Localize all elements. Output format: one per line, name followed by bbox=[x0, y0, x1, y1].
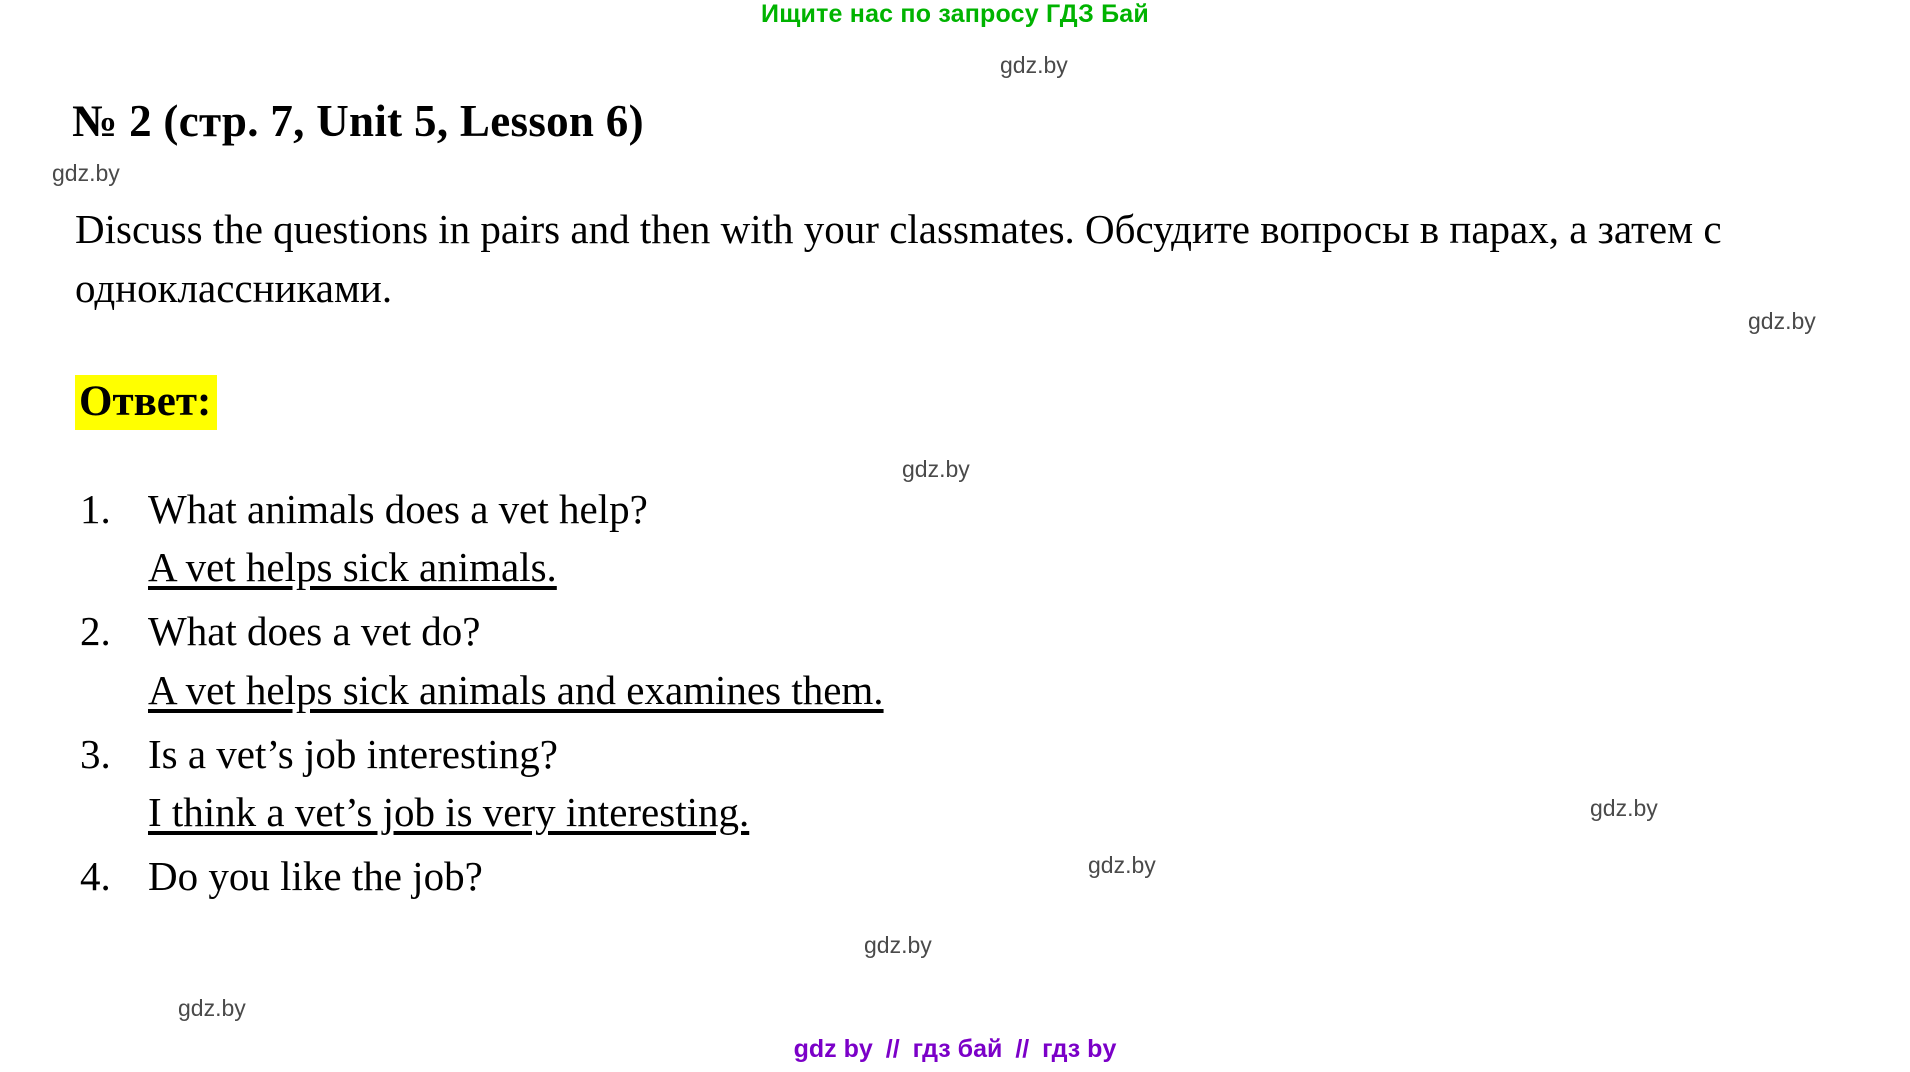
qa-answer-line bbox=[80, 538, 1480, 596]
qa-question-line bbox=[80, 480, 1480, 538]
footer-item-1: gdz by bbox=[793, 1035, 873, 1063]
list-item bbox=[80, 480, 1480, 596]
qa-list bbox=[80, 480, 1480, 912]
list-item bbox=[80, 847, 1480, 905]
task-instruction: Discuss the questions in pairs and then with your classmates. Обсудите вопросы в парах, а затем с одноклассниками. bbox=[75, 206, 1722, 312]
qa-answer: I think a vet’s job is very interesting. bbox=[148, 789, 750, 836]
footer bbox=[0, 1035, 1910, 1064]
qa-number: 1. bbox=[80, 486, 111, 532]
qa-answer-line bbox=[80, 661, 1480, 719]
footer-separator: // bbox=[1015, 1035, 1030, 1063]
answer-label: Ответ: bbox=[75, 375, 217, 430]
qa-question: What animals does a vet help? bbox=[148, 486, 648, 532]
list-item bbox=[80, 725, 1480, 841]
qa-number: 4. bbox=[80, 853, 111, 900]
footer-item-2: гдз бай bbox=[912, 1035, 1003, 1063]
watermark: gdz.by bbox=[1590, 795, 1658, 821]
qa-answer-line bbox=[80, 783, 1480, 841]
watermark: gdz.by bbox=[864, 932, 932, 958]
watermark: gdz.by bbox=[52, 160, 120, 186]
watermark: gdz.by bbox=[1748, 308, 1816, 334]
qa-number: 2. bbox=[80, 608, 111, 655]
watermark: gdz.by bbox=[1088, 852, 1156, 878]
qa-answer: A vet helps sick animals and examines them. bbox=[148, 666, 884, 713]
qa-number: 3. bbox=[80, 730, 111, 777]
qa-answer: A vet helps sick animals. bbox=[148, 544, 557, 591]
footer-separator: // bbox=[885, 1035, 900, 1063]
qa-question: Is a vet’s job interesting? bbox=[148, 730, 558, 777]
task-title: № 2 (стр. 7, Unit 5, Lesson 6) bbox=[72, 96, 644, 146]
list-item bbox=[80, 602, 1480, 718]
qa-question-line bbox=[80, 847, 1480, 905]
qa-question: Do you like the job? bbox=[148, 853, 483, 900]
qa-question-line bbox=[80, 725, 1480, 783]
qa-question: What does a vet do? bbox=[148, 608, 481, 655]
qa-question-line bbox=[80, 602, 1480, 660]
watermark: gdz.by bbox=[178, 995, 246, 1021]
promo-banner: Ищите нас по запросу ГДЗ Бай bbox=[761, 0, 1149, 28]
watermark: gdz.by bbox=[902, 456, 970, 482]
footer-item-3: гдз by bbox=[1042, 1035, 1117, 1063]
watermark: gdz.by bbox=[1000, 52, 1068, 78]
